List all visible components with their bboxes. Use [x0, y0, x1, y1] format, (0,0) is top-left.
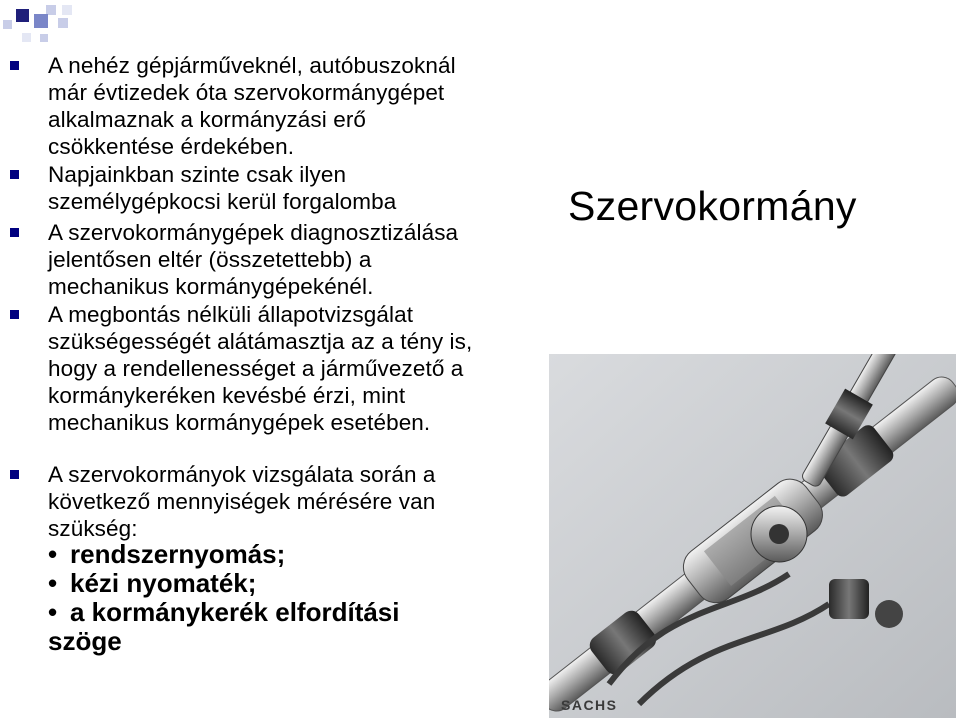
square-bullet-icon	[10, 61, 19, 70]
bullet-line: kormánykeréken kevésbé érzi, mint	[48, 383, 406, 408]
bullet-line: csökkentése érdekében.	[48, 134, 295, 159]
dot-bullet-icon: •	[48, 568, 58, 598]
sub-item: a kormánykerék elfordítási	[70, 597, 400, 627]
bullet-line: A szervokormányok vizsgálata során a	[48, 462, 436, 487]
sub-item: rendszernyomás;	[70, 539, 286, 569]
bullet-line: A nehéz gépjárműveknél, autóbuszoknál	[48, 53, 456, 78]
slide-title: Szervokormány	[568, 183, 857, 229]
dot-bullet-icon: •	[48, 539, 58, 569]
bullet-line: A szervokormánygépek diagnosztizálása	[48, 220, 459, 245]
brand-label: SACHS	[561, 697, 618, 713]
sub-item: szöge	[48, 626, 122, 656]
bullet-line: jelentősen eltér (összetettebb) a	[48, 247, 372, 272]
dot-bullet-icon: •	[48, 597, 58, 627]
sub-item: kézi nyomaték;	[70, 568, 257, 598]
square-bullet-icon	[10, 310, 19, 319]
sub-list	[48, 540, 558, 656]
bullet-line: mechanikus kormánygépekénél.	[48, 274, 374, 299]
steering-rack-image	[549, 354, 956, 718]
bullet-line: szükségességét alátámasztja az a tény is,	[48, 329, 473, 354]
bullet-line: szükség:	[48, 516, 138, 541]
bullet-line: A megbontás nélküli állapotvizsgálat	[48, 302, 414, 327]
bullet-line: már évtizedek óta szervokormánygépet	[48, 80, 445, 105]
square-bullet-icon	[10, 170, 19, 179]
bullet-line: alkalmaznak a kormányzási erő	[48, 107, 367, 132]
bullet-line: Napjainkban szinte csak ilyen	[48, 162, 347, 187]
square-bullet-icon	[10, 470, 19, 479]
bullet-line: hogy a rendellenességet a járművezető a	[48, 356, 464, 381]
bullet-line: személygépkocsi kerül forgalomba	[48, 189, 397, 214]
bullet-line: következő mennyiségek mérésére van	[48, 489, 436, 514]
steering-rack-illustration	[549, 354, 956, 718]
bullet-line: mechanikus kormánygépek esetében.	[48, 410, 431, 435]
square-bullet-icon	[10, 228, 19, 237]
